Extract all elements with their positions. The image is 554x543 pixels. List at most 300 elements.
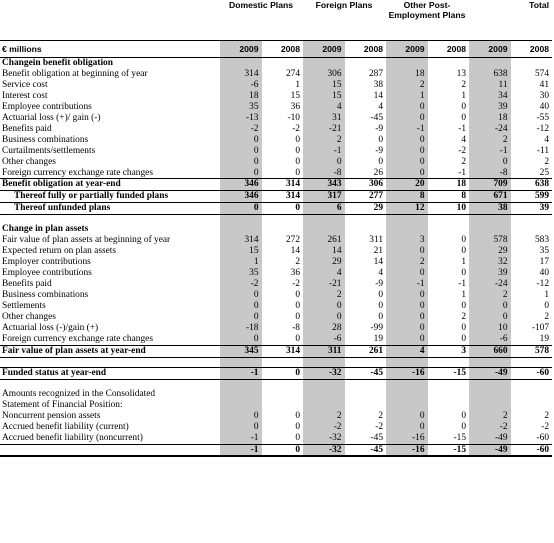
cell-value: -21 — [303, 279, 345, 290]
table-row — [0, 102, 552, 113]
cell-value: 18 — [469, 113, 511, 124]
empty-cell — [262, 224, 304, 235]
empty-cell — [511, 379, 553, 389]
cell-value: 11 — [469, 80, 511, 91]
cell-value: 2 — [386, 257, 428, 268]
empty-cell — [428, 58, 470, 69]
cell-value: 4 — [461, 134, 467, 145]
empty-cell — [428, 357, 470, 367]
cell-value: 1 — [386, 91, 428, 102]
cell-value: -2 — [541, 421, 550, 432]
cell-value: 0 — [386, 411, 428, 422]
empty-cell — [303, 215, 345, 225]
cell-value: -1 — [220, 444, 262, 456]
cell-value: 0 — [461, 268, 467, 279]
cell-value: 0 — [386, 312, 428, 323]
empty-cell — [345, 58, 387, 69]
table-row — [0, 135, 552, 146]
row-label — [0, 357, 220, 367]
cell-value: 345 — [220, 345, 262, 357]
empty-cell — [386, 400, 428, 411]
cell-value: -2 — [458, 145, 467, 156]
row-label — [0, 215, 220, 225]
empty-cell — [262, 389, 304, 400]
cell-value: 34 — [469, 91, 511, 102]
cell-value: 583 — [534, 235, 550, 246]
cell-value: 2 — [303, 135, 345, 146]
cell-value: 638 — [469, 69, 511, 80]
cell-value: -15 — [428, 444, 470, 456]
cell-value: -1 — [220, 433, 262, 444]
cell-value: 261 — [303, 235, 345, 246]
cell-value: 10 — [469, 323, 511, 334]
row-label: Expected return on plan assets — [2, 246, 117, 257]
group-total: Total — [529, 0, 550, 10]
empty-cell — [262, 215, 304, 225]
cell-value: 3 — [386, 235, 428, 246]
group-other-post-employment-plans: Other Post-Employment Plans — [388, 0, 466, 20]
text-row — [0, 400, 552, 411]
empty-cell — [511, 58, 553, 69]
cell-value: 578 — [469, 235, 511, 246]
cell-value: 0 — [386, 246, 428, 257]
empty-cell — [303, 357, 345, 367]
cell-value: 2 — [386, 80, 428, 91]
row-label: Benefit obligation at year-end — [0, 179, 220, 191]
cell-value: 0 — [262, 444, 304, 456]
cell-value: 29 — [303, 257, 345, 268]
cell-value: 261 — [345, 345, 387, 357]
empty-cell — [262, 400, 304, 411]
cell-value: -60 — [536, 432, 550, 443]
cell-value: 287 — [368, 68, 384, 79]
total-row — [0, 345, 552, 357]
cell-value: 0 — [295, 311, 300, 322]
text-row — [0, 389, 552, 400]
cell-value: 36 — [290, 268, 300, 279]
cell-value: 35 — [220, 102, 262, 113]
cell-value: 2 — [469, 411, 511, 422]
table-row — [0, 168, 552, 179]
empty-cell — [220, 379, 262, 389]
cell-value: 0 — [378, 290, 384, 301]
row-label: Employer contributions — [2, 257, 91, 268]
cell-value: 311 — [369, 235, 384, 246]
cell-value: 35 — [539, 246, 550, 257]
empty-cell — [220, 357, 262, 367]
row-label: Curtailments/settlements — [2, 145, 96, 156]
cell-value: 2 — [378, 410, 384, 421]
empty-cell — [511, 389, 553, 400]
table-row — [0, 268, 552, 279]
cell-value: -18 — [220, 323, 262, 334]
cell-value: 4 — [303, 102, 345, 113]
table-row — [0, 279, 552, 290]
empty-cell — [345, 215, 387, 225]
cell-value: 0 — [303, 301, 345, 312]
empty-cell — [386, 357, 428, 367]
cell-value: 1 — [295, 79, 300, 90]
cell-value: 2 — [544, 156, 550, 167]
cell-value: 346 — [220, 179, 262, 191]
cell-value: 2 — [469, 135, 511, 146]
cell-value: 15 — [303, 91, 345, 102]
cell-value: 18 — [220, 91, 262, 102]
cell-value: 0 — [461, 421, 467, 432]
cell-value: -8 — [469, 168, 511, 179]
year-header: 2009 — [386, 41, 428, 58]
cell-value: 314 — [262, 179, 304, 191]
cell-value: 0 — [295, 333, 300, 344]
empty-cell — [303, 379, 345, 389]
cell-value: 2 — [461, 156, 467, 167]
cell-value: 1 — [461, 257, 467, 268]
empty-cell — [511, 400, 553, 411]
cell-value: 0 — [461, 301, 467, 312]
cell-value: 2 — [544, 311, 550, 322]
cell-value: 4 — [544, 134, 550, 145]
cell-value: -10 — [287, 112, 300, 123]
table-row — [0, 290, 552, 301]
cell-value: 14 — [373, 257, 384, 268]
cell-value: -60 — [511, 367, 553, 379]
cell-value: 709 — [469, 179, 511, 191]
cell-value: 0 — [386, 157, 428, 168]
row-label: Business combinations — [2, 290, 89, 301]
table-row — [0, 312, 552, 323]
empty-cell — [428, 389, 470, 400]
row-label: Thereof unfunded plans — [0, 203, 220, 215]
cell-value: 4 — [303, 268, 345, 279]
cell-value: 30 — [539, 90, 550, 101]
cell-value: -13 — [220, 113, 262, 124]
cell-value: 0 — [262, 367, 304, 379]
row-label: Employee contributions — [2, 101, 92, 112]
cell-value: -9 — [375, 123, 384, 134]
row-label: Other changes — [2, 156, 56, 167]
cell-value: 0 — [378, 156, 384, 167]
cell-value: 0 — [461, 112, 467, 123]
cell-value: 0 — [220, 203, 262, 215]
empty-cell — [303, 389, 345, 400]
cell-value: 317 — [303, 191, 345, 203]
year-header-row — [0, 41, 552, 58]
cell-value: -16 — [386, 444, 428, 456]
cell-value: 599 — [511, 191, 553, 203]
empty-cell — [469, 389, 511, 400]
empty-cell — [303, 224, 345, 235]
cell-value: 0 — [220, 290, 262, 301]
cell-value: -2 — [292, 123, 300, 134]
cell-value: -11 — [536, 145, 550, 156]
row-label — [0, 444, 220, 456]
cell-value: 8 — [386, 191, 428, 203]
cell-value: -45 — [370, 112, 384, 123]
cell-value: -6 — [469, 334, 511, 345]
row-label: Fair value of plan assets at year-end — [0, 345, 220, 357]
empty-cell — [469, 400, 511, 411]
group-domestic-plans: Domestic Plans — [229, 0, 293, 10]
empty-cell — [386, 379, 428, 389]
empty-cell — [220, 389, 262, 400]
cell-value: -12 — [536, 123, 550, 134]
row-label: Benefits paid — [2, 279, 52, 290]
cell-value: 32 — [469, 257, 511, 268]
cell-value: 0 — [461, 101, 467, 112]
cell-value: 306 — [303, 69, 345, 80]
cell-value: -15 — [428, 367, 470, 379]
row-label: Other changes — [2, 311, 56, 322]
cell-value: 18 — [386, 69, 428, 80]
cell-value: -32 — [303, 433, 345, 444]
empty-cell — [303, 58, 345, 69]
row-label: Settlements — [2, 301, 46, 312]
cell-value: 578 — [511, 345, 553, 357]
cell-value: 0 — [295, 156, 300, 167]
cell-value: 15 — [220, 246, 262, 257]
empty-cell — [511, 357, 553, 367]
year-header: 2008 — [262, 41, 304, 58]
cell-value: -2 — [220, 279, 262, 290]
cell-value: 4 — [378, 101, 384, 112]
empty-cell — [345, 389, 387, 400]
cell-value: 0 — [386, 168, 428, 179]
cell-value: 2 — [461, 311, 467, 322]
cell-value: 39 — [511, 203, 553, 215]
cell-value: 19 — [539, 333, 550, 344]
cell-value: 1 — [461, 90, 467, 101]
cell-value: 29 — [469, 246, 511, 257]
cell-value: -32 — [303, 367, 345, 379]
cell-value: -6 — [303, 334, 345, 345]
table-row — [0, 146, 552, 157]
cell-value: 0 — [378, 311, 384, 322]
cell-value: -24 — [469, 124, 511, 135]
cell-value: 0 — [469, 157, 511, 168]
cell-value: 10 — [428, 203, 470, 215]
cell-value: 28 — [303, 323, 345, 334]
cell-value: 8 — [428, 191, 470, 203]
cell-value: 0 — [461, 333, 467, 344]
cell-value: -15 — [453, 432, 467, 443]
cell-value: 4 — [378, 268, 384, 279]
empty-cell — [428, 224, 470, 235]
funded-status-row — [0, 367, 552, 379]
cell-value: 314 — [220, 235, 262, 246]
cell-value: -2 — [292, 279, 300, 290]
cell-value: 0 — [295, 301, 300, 312]
cell-value: 1 — [544, 290, 550, 301]
year-header: 2008 — [511, 41, 553, 58]
cell-value: 40 — [539, 101, 550, 112]
cell-value: 38 — [373, 79, 384, 90]
cell-value: 0 — [220, 422, 262, 433]
cell-value: -49 — [469, 367, 511, 379]
cell-value: -2 — [469, 422, 511, 433]
cell-value: -6 — [220, 80, 262, 91]
cell-value: 3 — [428, 345, 470, 357]
cell-value: 18 — [428, 179, 470, 191]
table-row — [0, 80, 552, 91]
row-label: Amounts recognized in the Consolidated — [2, 388, 156, 399]
empty-cell — [469, 215, 511, 225]
subtotal-row — [0, 191, 552, 203]
cell-value: 2 — [461, 79, 467, 90]
cell-value: 0 — [220, 411, 262, 422]
cell-value: 0 — [461, 246, 467, 257]
cell-value: 20 — [386, 179, 428, 191]
empty-cell — [428, 379, 470, 389]
cell-value: 6 — [303, 203, 345, 215]
table-row — [0, 124, 552, 135]
cell-value: 2 — [544, 410, 550, 421]
table-row — [0, 157, 552, 168]
subtotal-row — [0, 203, 552, 215]
section-heading-row — [0, 224, 552, 235]
empty-cell — [386, 224, 428, 235]
empty-cell — [303, 400, 345, 411]
row-label: Business combinations — [2, 134, 89, 145]
cell-value: 0 — [295, 432, 300, 443]
empty-cell — [220, 224, 262, 235]
row-label: Benefit obligation at beginning of year — [2, 68, 148, 79]
empty-cell — [345, 357, 387, 367]
cell-value: 4 — [386, 345, 428, 357]
cell-value: -1 — [469, 146, 511, 157]
cell-value: 638 — [511, 179, 553, 191]
cell-value: -12 — [536, 279, 550, 290]
row-label: Interest cost — [2, 90, 48, 101]
cell-value: 0 — [386, 301, 428, 312]
table-row — [0, 422, 552, 433]
cell-value: -2 — [375, 421, 384, 432]
cell-value: 29 — [345, 203, 387, 215]
row-label: Service cost — [2, 79, 48, 90]
cell-value: 0 — [220, 135, 262, 146]
cell-value: 39 — [469, 102, 511, 113]
cell-value: 314 — [262, 345, 304, 357]
empty-cell — [469, 379, 511, 389]
cell-value: 13 — [456, 68, 467, 79]
cell-value: 17 — [539, 257, 550, 268]
cell-value: 19 — [373, 333, 384, 344]
cell-value: 0 — [220, 334, 262, 345]
row-label — [0, 379, 220, 389]
cell-value: 14 — [303, 246, 345, 257]
row-label: Change in plan assets — [2, 224, 89, 235]
year-header: 2009 — [220, 41, 262, 58]
empty-cell — [220, 400, 262, 411]
cell-value: 0 — [303, 312, 345, 323]
empty-cell — [220, 58, 262, 69]
empty-cell — [262, 58, 304, 69]
table-row — [0, 246, 552, 257]
row-label: Funded status at year-end — [0, 367, 220, 379]
table-row — [0, 301, 552, 312]
empty-cell — [511, 215, 553, 225]
cell-value: -1 — [386, 124, 428, 135]
table-row — [0, 323, 552, 334]
cell-value: 0 — [461, 235, 467, 246]
empty-cell — [469, 58, 511, 69]
cell-value: 0 — [469, 301, 511, 312]
spacer-row — [0, 379, 552, 389]
year-header: 2009 — [303, 41, 345, 58]
cell-value: -1 — [458, 279, 467, 290]
cell-value: 1 — [461, 290, 467, 301]
empty-cell — [386, 58, 428, 69]
table-row — [0, 433, 552, 444]
cell-value: -24 — [469, 279, 511, 290]
cell-value: 311 — [303, 345, 345, 357]
cell-value: 0 — [295, 410, 300, 421]
empty-cell — [428, 400, 470, 411]
section-heading-row — [0, 58, 552, 69]
cell-value: 314 — [220, 69, 262, 80]
cell-value: 2 — [469, 290, 511, 301]
cell-value: 1 — [220, 257, 262, 268]
cell-value: 31 — [303, 113, 345, 124]
cell-value: 0 — [386, 135, 428, 146]
cell-value: -1 — [386, 279, 428, 290]
cell-value: 0 — [220, 168, 262, 179]
empty-cell — [469, 224, 511, 235]
cell-value: 0 — [303, 157, 345, 168]
group-foreign-plans: Foreign Plans — [315, 0, 373, 10]
table-row — [0, 91, 552, 102]
cell-value: -21 — [303, 124, 345, 135]
cell-value: 0 — [386, 422, 428, 433]
cell-value: -2 — [220, 124, 262, 135]
row-label: Actuarial loss (-)/gain (+) — [2, 322, 99, 333]
empty-cell — [428, 215, 470, 225]
cell-value: 2 — [295, 257, 300, 268]
cell-value: -16 — [386, 433, 428, 444]
empty-cell — [511, 224, 553, 235]
row-label: Accrued benefit liability (noncurrent) — [2, 432, 143, 443]
empty-cell — [386, 215, 428, 225]
row-label: Foreign currency exchange rate changes — [2, 167, 153, 178]
cell-value: 2 — [303, 290, 345, 301]
cell-value: 343 — [303, 179, 345, 191]
cell-value: 14 — [290, 246, 300, 257]
year-header: 2008 — [345, 41, 387, 58]
empty-cell — [386, 389, 428, 400]
table-row — [0, 113, 552, 124]
cell-value: -1 — [458, 123, 467, 134]
cell-value: 0 — [544, 301, 550, 312]
cell-value: -60 — [511, 444, 553, 456]
table-row — [0, 257, 552, 268]
cell-value: 2 — [303, 411, 345, 422]
row-label: Employee contributions — [2, 268, 92, 279]
cell-value: 0 — [469, 312, 511, 323]
empty-cell — [262, 357, 304, 367]
cell-value: -2 — [303, 422, 345, 433]
cell-value: 272 — [285, 235, 300, 246]
cell-value: 15 — [290, 90, 300, 101]
cell-value: 41 — [539, 79, 550, 90]
cell-value: 0 — [295, 134, 300, 145]
cell-value: 26 — [373, 167, 384, 178]
table-row — [0, 69, 552, 80]
cell-value: 0 — [461, 410, 467, 421]
units-label: € millions — [0, 41, 220, 58]
year-header: 2008 — [428, 41, 470, 58]
cell-value: 671 — [469, 191, 511, 203]
row-label: Actuarial loss (+)/ gain (-) — [2, 112, 101, 123]
row-label: Thereof fully or partially funded plans — [0, 191, 220, 203]
